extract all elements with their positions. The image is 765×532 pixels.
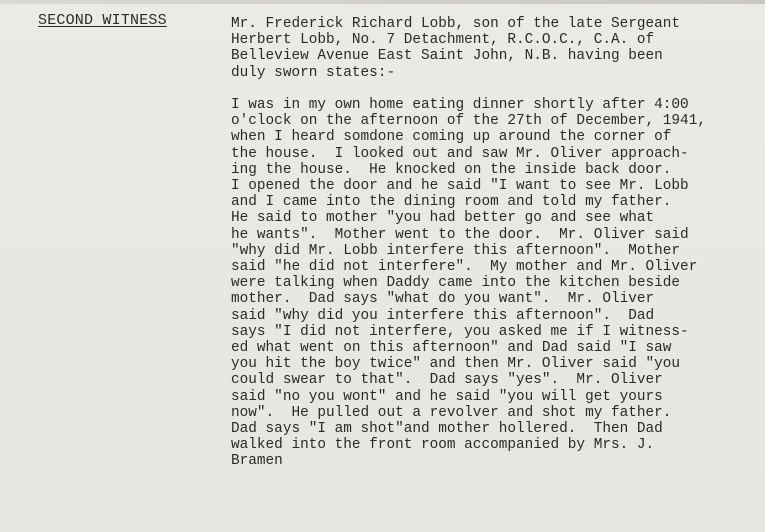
text-line: ing the house. He knocked on the inside back door.: [231, 161, 672, 178]
text-line: He said to mother "you had better go and see what: [231, 210, 655, 227]
text-line: walked into the front room accompanied by Mrs. J.: [231, 437, 655, 454]
text-line: Herbert Lobb, No. 7 Detachment, R.C.O.C., C.A. of: [231, 32, 655, 49]
text-line: "why did Mr. Lobb interfere this afternoon". Mother: [231, 242, 681, 259]
section-heading: SECOND WITNESS: [38, 12, 167, 29]
text-line: Mr. Frederick Richard Lobb, son of the late Sergeant: [231, 16, 681, 32]
text-line: you hit the boy twice" and then Mr. Oliver said "you: [231, 356, 681, 373]
text-line: I was in my own home eating dinner shortly after 4:00: [231, 97, 689, 113]
page-top-edge: [0, 0, 765, 4]
text-line: says "I did not interfere, you asked me if I witness-: [231, 323, 689, 340]
witness-intro: [231, 16, 761, 81]
text-line: ed what went on this afternoon" and Dad said "I saw: [231, 340, 672, 357]
text-line: said "why did you interfere this afternoon". Dad: [231, 307, 655, 324]
text-line: the house. I looked out and saw Mr. Oliver approach-: [231, 145, 689, 162]
text-line: Dad says "I am shot"and mother hollered. Then Dad: [231, 421, 663, 438]
text-line: said "he did not interfere". My mother and Mr. Oliver: [231, 259, 698, 276]
text-line: o'clock on the afternoon of the 27th of December, 1941,: [231, 113, 706, 130]
text-line: and I came into the dining room and told my father.: [231, 194, 672, 211]
text-line: Bramen: [231, 453, 283, 470]
text-line: said "no you wont" and he said "you will get yours: [231, 388, 663, 405]
text-line: he wants". Mother went to the door. Mr. Oliver said: [231, 226, 689, 243]
witness-testimony: [231, 97, 761, 470]
text-line: Belleview Avenue East Saint John, N.B. having been: [231, 48, 663, 65]
text-line: I opened the door and he said "I want to see Mr. Lobb: [231, 178, 689, 195]
text-line: when I heard somdone coming up around the corner of: [231, 129, 672, 146]
text-line: duly sworn states:-: [231, 64, 396, 81]
text-line: now". He pulled out a revolver and shot my father.: [231, 404, 672, 421]
text-line: could swear to that". Dad says "yes". Mr. Oliver: [231, 372, 663, 389]
text-line: were talking when Daddy came into the kitchen beside: [231, 275, 681, 292]
text-line: mother. Dad says "what do you want". Mr. Oliver: [231, 291, 655, 308]
